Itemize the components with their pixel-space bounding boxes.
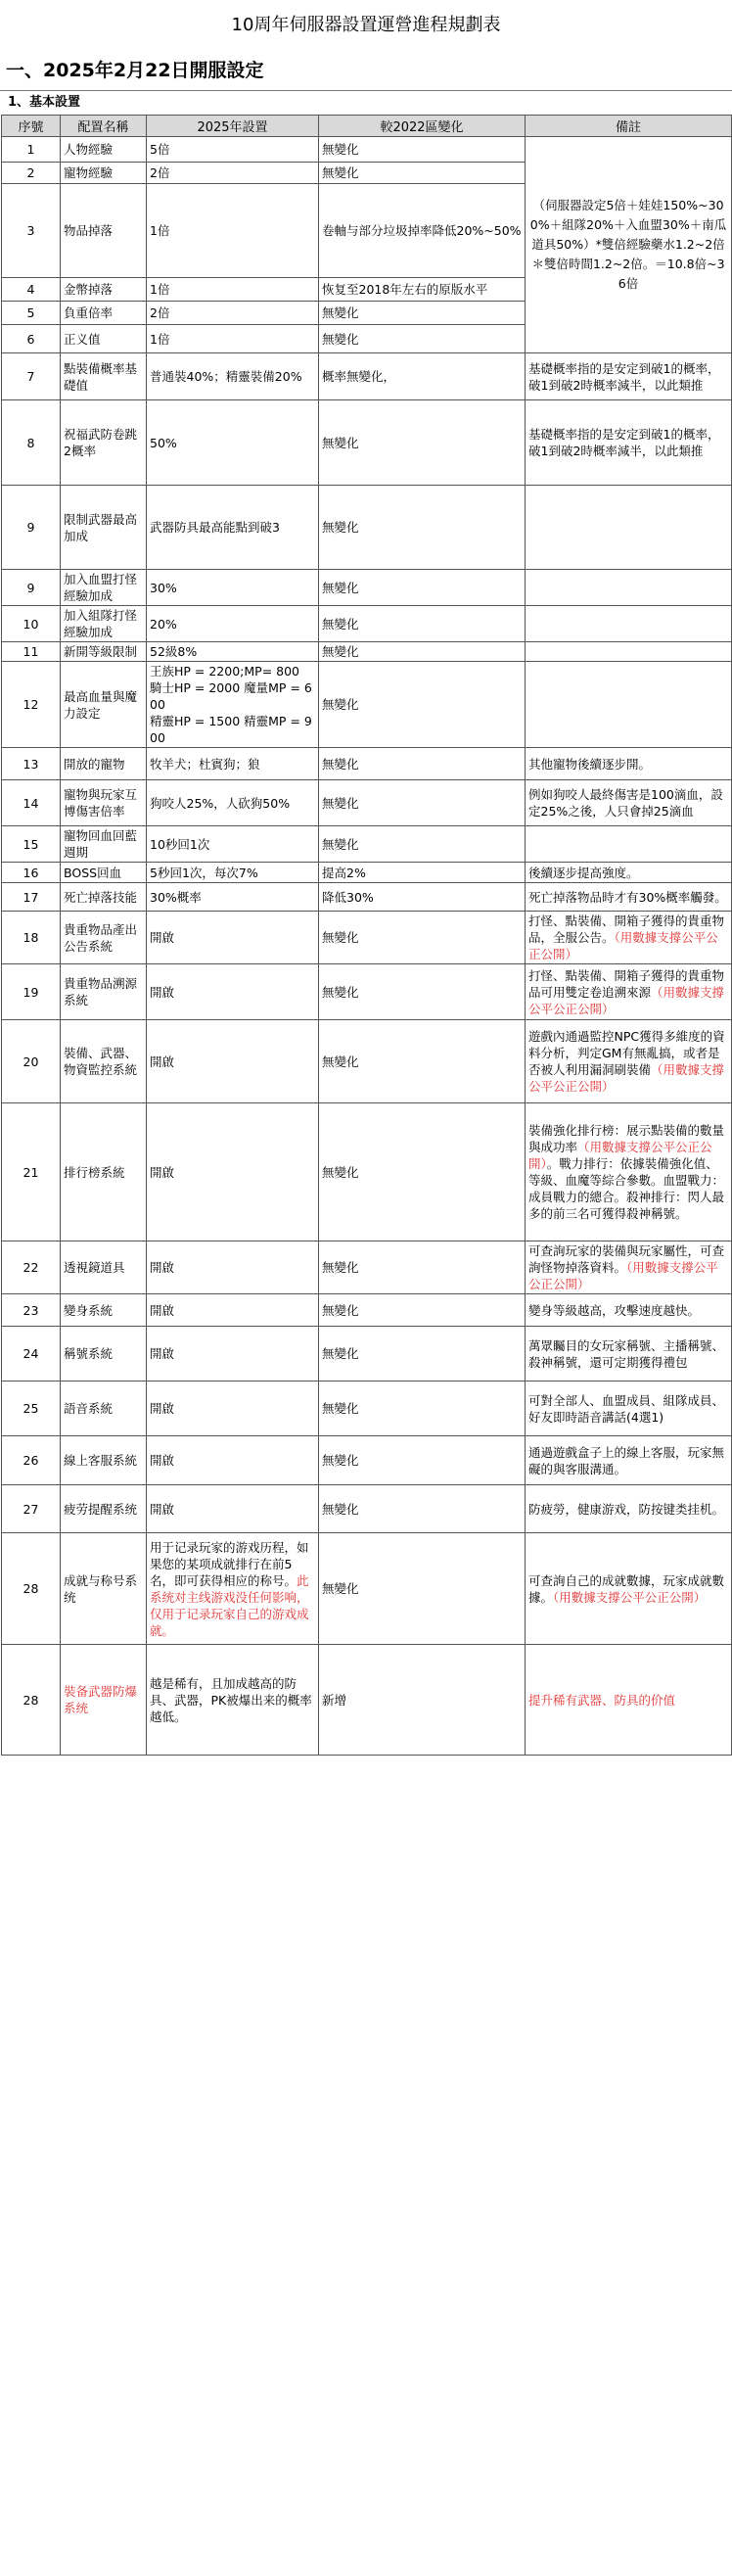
change-value: 無變化 xyxy=(319,1533,526,1645)
header-setting: 2025年設置 xyxy=(147,116,319,137)
table-row xyxy=(2,606,732,642)
setting-value xyxy=(147,1533,319,1645)
note-value xyxy=(526,1327,732,1382)
row-number: 6 xyxy=(2,325,61,353)
row-number: 28 xyxy=(2,1645,61,1756)
table-row xyxy=(2,863,732,883)
row-number: 13 xyxy=(2,748,61,780)
row-number: 27 xyxy=(2,1485,61,1533)
row-number: 25 xyxy=(2,1382,61,1436)
table-row xyxy=(2,400,732,486)
note-text-after: 。戰力排行：依據裝備強化值、等級、血魔等綜合參數。血盟戰力：成員戰力的總合。殺神排行：閃人最多的前三名可獲得殺神稱號。 xyxy=(528,1156,725,1221)
setting-value xyxy=(147,486,319,570)
note-value xyxy=(526,606,732,642)
config-name: 變身系統 xyxy=(61,1294,147,1327)
table-row xyxy=(2,1241,732,1294)
config-name: 金幣掉落 xyxy=(61,278,147,302)
header-no: 序號 xyxy=(2,116,61,137)
table-body xyxy=(2,137,732,1756)
note-value xyxy=(526,1241,732,1294)
setting-text: 5秒回1次，每次7% xyxy=(150,865,258,880)
subsection-title: 1、基本設置 xyxy=(8,95,81,110)
setting-value xyxy=(147,1436,319,1485)
setting-value xyxy=(147,302,319,325)
change-value: 無變化 xyxy=(319,748,526,780)
change-value: 無變化 xyxy=(319,137,526,163)
note-value xyxy=(526,1485,732,1533)
config-name: 寵物回血回藍週期 xyxy=(61,826,147,863)
table-row xyxy=(2,1533,732,1645)
note-red-text: （用數據支撐公平公正公開） xyxy=(528,984,725,1016)
config-name: 加入組隊打怪經驗加成 xyxy=(61,606,147,642)
note-value xyxy=(526,570,732,606)
setting-value xyxy=(147,748,319,780)
note-text: 例如狗咬人最終傷害是100滴血，設定25%之後，人只會掉25滴血 xyxy=(528,787,723,819)
table-header-row xyxy=(2,116,732,137)
table-row xyxy=(2,748,732,780)
change-value: 新增 xyxy=(319,1645,526,1756)
header-name: 配置名稱 xyxy=(61,116,147,137)
note-red-text: （用數據支撐公平公正公開） xyxy=(528,1140,712,1171)
config-name: 排行榜系統 xyxy=(61,1103,147,1241)
note-text: 打怪、點裝備、開箱子獲得的貴重物品，全服公告。 xyxy=(528,913,725,945)
setting-value xyxy=(147,662,319,748)
document-title: 10周年伺服器設置運營進程規劃表 xyxy=(231,15,501,35)
setting-text: 開啟 xyxy=(150,984,175,1000)
table-row xyxy=(2,1327,732,1382)
change-value: 恢复至2018年左右的原版水平 xyxy=(319,278,526,302)
config-name: 死亡掉落技能 xyxy=(61,883,147,912)
change-value: 無變化 xyxy=(319,1436,526,1485)
setting-value xyxy=(147,1645,319,1756)
setting-text: 1倍 xyxy=(150,282,170,297)
table-row xyxy=(2,137,732,163)
setting-value xyxy=(147,353,319,400)
setting-text: 開啟 xyxy=(150,1260,175,1275)
note-text: 可對全部人、血盟成員、組隊成員、好友即時語音講話(4選1) xyxy=(528,1392,725,1425)
note-value xyxy=(526,883,732,912)
row-number: 17 xyxy=(2,883,61,912)
table-row xyxy=(2,1645,732,1756)
note-text: 死亡掉落物品時才有30%概率觸發。 xyxy=(528,889,727,905)
note-red-text: （用數據支撐公平公正公開） xyxy=(528,1062,725,1094)
setting-value xyxy=(147,642,319,662)
note-text: 其他寵物後續逐步開。 xyxy=(528,756,652,772)
note-value xyxy=(526,748,732,780)
config-name: 限制武器最高加成 xyxy=(61,486,147,570)
note-red-text: （用數據支撐公平公正公開） xyxy=(528,1260,718,1291)
setting-text: 52級8% xyxy=(150,644,198,659)
row-number: 9 xyxy=(2,570,61,606)
setting-text: 20% xyxy=(150,616,177,632)
table-row xyxy=(2,486,732,570)
table-row xyxy=(2,1485,732,1533)
row-number: 9 xyxy=(2,486,61,570)
setting-text: 30%概率 xyxy=(150,889,202,905)
change-value: 無變化 xyxy=(319,163,526,184)
note-value xyxy=(526,486,732,570)
setting-value xyxy=(147,1241,319,1294)
setting-text: 1倍 xyxy=(150,331,170,347)
change-value: 無變化 xyxy=(319,606,526,642)
note-text: 防疲勞，健康游戏，防按键类挂机。 xyxy=(528,1501,725,1517)
change-value: 無變化 xyxy=(319,1294,526,1327)
config-name: 裝備、武器、物資監控系統 xyxy=(61,1020,147,1103)
row-number: 26 xyxy=(2,1436,61,1485)
setting-value xyxy=(147,780,319,826)
config-name: 最高血量與魔力設定 xyxy=(61,662,147,748)
change-value: 無變化 xyxy=(319,1382,526,1436)
table-row xyxy=(2,883,732,912)
table-row xyxy=(2,642,732,662)
change-value: 降低30% xyxy=(319,883,526,912)
row-number: 3 xyxy=(2,184,61,278)
config-name: 加入血盟打怪經驗加成 xyxy=(61,570,147,606)
setting-value xyxy=(147,606,319,642)
note-text: 可查詢玩家的裝備與玩家屬性，可查詢怪物掉落資料。 xyxy=(528,1243,725,1275)
setting-value xyxy=(147,1020,319,1103)
setting-value xyxy=(147,826,319,863)
change-value: 無變化 xyxy=(319,642,526,662)
setting-text: 開啟 xyxy=(150,1453,175,1468)
config-name: 祝福武防卷跳2概率 xyxy=(61,400,147,486)
row-number: 1 xyxy=(2,137,61,163)
note-value xyxy=(526,1382,732,1436)
merged-note: （伺服器設定5倍＋娃娃150%~300%＋組隊20%＋入血盟30%＋南瓜道具50%）*雙倍經驗藥水1.2~2倍＊雙倍時間1.2~2倍。＝10.8倍~36倍 xyxy=(526,137,732,353)
config-name: 稱號系統 xyxy=(61,1327,147,1382)
setting-value xyxy=(147,912,319,964)
change-value: 無變化 xyxy=(319,486,526,570)
config-name: 語音系統 xyxy=(61,1382,147,1436)
setting-value xyxy=(147,1327,319,1382)
row-number: 2 xyxy=(2,163,61,184)
note-text: 變身等級越高，攻擊速度越快。 xyxy=(528,1302,701,1318)
setting-text: 用于记录玩家的游戏历程，如果您的某项成就排行在前5名，即可获得相应的称号。 xyxy=(150,1539,309,1588)
setting-text: 精靈HP = 1500 精靈MP = 900 xyxy=(150,714,312,745)
change-value: 無變化 xyxy=(319,302,526,325)
setting-red-text: 此系统对主线游戏没任何影响，仅用于记录玩家自己的游戏成就。 xyxy=(150,1572,309,1638)
note-text: 萬眾矚目的女玩家稱號、主播稱號、殺神稱號，還可定期獲得禮包 xyxy=(528,1337,725,1370)
note-text: 基礎概率指的是安定到破1的概率，破1到破2時概率減半，以此類推 xyxy=(528,360,720,393)
config-name: 透視鏡道具 xyxy=(61,1241,147,1294)
setting-value xyxy=(147,400,319,486)
change-value: 無變化 xyxy=(319,1020,526,1103)
row-number: 7 xyxy=(2,353,61,400)
row-number: 16 xyxy=(2,863,61,883)
note-text: 後續逐步提高強度。 xyxy=(528,865,639,880)
setting-value xyxy=(147,278,319,302)
note-value xyxy=(526,912,732,964)
note-value xyxy=(526,1645,732,1756)
table-row xyxy=(2,1103,732,1241)
setting-value xyxy=(147,1103,319,1241)
row-number: 15 xyxy=(2,826,61,863)
change-value: 無變化 xyxy=(319,325,526,353)
change-value: 無變化 xyxy=(319,1241,526,1294)
row-number: 24 xyxy=(2,1327,61,1382)
setting-text: 開啟 xyxy=(150,1501,175,1517)
note-red-text: （用數據支撐公平公正公開） xyxy=(528,930,718,961)
settings-table xyxy=(1,115,732,1756)
config-name: 人物經驗 xyxy=(61,137,147,163)
note-value xyxy=(526,1436,732,1485)
setting-text: 50% xyxy=(150,435,177,450)
setting-text: 5倍 xyxy=(150,142,170,157)
change-value: 無變化 xyxy=(319,1485,526,1533)
config-name: 正义值 xyxy=(61,325,147,353)
setting-text: 牧羊犬；杜賓狗；狼 xyxy=(150,756,260,772)
setting-text: 開啟 xyxy=(150,1054,175,1069)
setting-text: 1倍 xyxy=(150,223,170,238)
setting-value xyxy=(147,1485,319,1533)
config-name: 裝备武器防爆系统 xyxy=(61,1645,147,1756)
config-name: 開放的寵物 xyxy=(61,748,147,780)
setting-value xyxy=(147,570,319,606)
note-value xyxy=(526,780,732,826)
change-value: 卷軸与部分垃圾掉率降低20%~50% xyxy=(319,184,526,278)
note-value xyxy=(526,863,732,883)
setting-value xyxy=(147,163,319,184)
setting-text: 開啟 xyxy=(150,1401,175,1416)
header-note: 備註 xyxy=(526,116,732,137)
row-number: 21 xyxy=(2,1103,61,1241)
row-number: 10 xyxy=(2,606,61,642)
change-value: 無變化 xyxy=(319,964,526,1020)
setting-value xyxy=(147,883,319,912)
setting-text: 開啟 xyxy=(150,1346,175,1361)
change-value: 無變化 xyxy=(319,780,526,826)
config-name: 點裝備概率基礎值 xyxy=(61,353,147,400)
note-value xyxy=(526,826,732,863)
header-change: 較2022區變化 xyxy=(319,116,526,137)
setting-text: 2倍 xyxy=(150,305,170,320)
note-red-text: （用數據支撐公平公正公開） xyxy=(553,1589,707,1605)
change-value: 提高2% xyxy=(319,863,526,883)
table-row xyxy=(2,826,732,863)
note-value xyxy=(526,964,732,1020)
config-name: 新開等級限制 xyxy=(61,642,147,662)
table-row xyxy=(2,780,732,826)
setting-value xyxy=(147,964,319,1020)
config-name: BOSS回血 xyxy=(61,863,147,883)
setting-text: 開啟 xyxy=(150,1164,175,1180)
note-value xyxy=(526,353,732,400)
config-name: 貴重物品溯源系統 xyxy=(61,964,147,1020)
setting-text: 武器防具最高能點到破3 xyxy=(150,520,280,535)
note-text: 基礎概率指的是安定到破1的概率，破1到破2時概率減半，以此類推 xyxy=(528,427,720,458)
note-value xyxy=(526,400,732,486)
row-number: 5 xyxy=(2,302,61,325)
table-row xyxy=(2,964,732,1020)
change-value: 概率無變化， xyxy=(319,353,526,400)
setting-text: 開啟 xyxy=(150,1302,175,1318)
setting-text: 王族HP = 2200;MP= 800 xyxy=(150,664,300,679)
change-value: 無變化 xyxy=(319,400,526,486)
table-row xyxy=(2,1020,732,1103)
setting-text: 越是稀有，且加成越高的防具、武器，PK被爆出来的概率越低。 xyxy=(150,1675,312,1724)
note-text: 打怪、點裝備、開箱子獲得的貴重物品可用雙定卷追溯來源 xyxy=(528,967,725,1000)
table-row xyxy=(2,912,732,964)
setting-text: 狗咬人25%，人砍狗50% xyxy=(150,795,291,811)
row-number: 4 xyxy=(2,278,61,302)
setting-value xyxy=(147,863,319,883)
table-row xyxy=(2,570,732,606)
config-name: 負重倍率 xyxy=(61,302,147,325)
table-row xyxy=(2,1382,732,1436)
table-row xyxy=(2,353,732,400)
note-text: 裝備強化排行榜：展示點裝備的數量與成功率 xyxy=(528,1123,725,1154)
row-number: 12 xyxy=(2,662,61,748)
change-value: 無變化 xyxy=(319,570,526,606)
table-row xyxy=(2,1436,732,1485)
note-value xyxy=(526,1294,732,1327)
setting-value xyxy=(147,184,319,278)
change-value: 無變化 xyxy=(319,1103,526,1241)
setting-text: 30% xyxy=(150,580,177,595)
note-red-text: 提升稀有武器、防具的价值 xyxy=(528,1692,676,1708)
setting-value xyxy=(147,1294,319,1327)
note-value xyxy=(526,1533,732,1645)
config-name: 物品掉落 xyxy=(61,184,147,278)
config-name: 貴重物品產出公告系統 xyxy=(61,912,147,964)
row-number: 8 xyxy=(2,400,61,486)
note-value xyxy=(526,642,732,662)
note-text: 通過遊戲盒子上的線上客服，玩家無礙的與客服溝通。 xyxy=(528,1444,725,1476)
change-value: 無變化 xyxy=(319,912,526,964)
setting-text: 2倍 xyxy=(150,165,170,180)
row-number: 20 xyxy=(2,1020,61,1103)
table-row xyxy=(2,662,732,748)
row-number: 19 xyxy=(2,964,61,1020)
config-name: 寵物經驗 xyxy=(61,163,147,184)
table-row xyxy=(2,1294,732,1327)
row-number: 11 xyxy=(2,642,61,662)
row-number: 14 xyxy=(2,780,61,826)
setting-value xyxy=(147,325,319,353)
note-text: 可查詢自己的成就數據，玩家成就數據。 xyxy=(528,1572,725,1605)
config-name: 疲劳提醒系统 xyxy=(61,1485,147,1533)
setting-text: 開啟 xyxy=(150,930,175,945)
change-value: 無變化 xyxy=(319,662,526,748)
note-value xyxy=(526,662,732,748)
config-name: 寵物與玩家互博傷害倍率 xyxy=(61,780,147,826)
row-number: 18 xyxy=(2,912,61,964)
row-number: 23 xyxy=(2,1294,61,1327)
note-text: 遊戲內通過監控NPC獲得多維度的資料分析，判定GM有無亂搞，或者是否被人利用漏洞刷裝備 xyxy=(528,1029,725,1077)
section-title: 一、2025年2月22日開服設定 xyxy=(0,51,732,91)
row-number: 22 xyxy=(2,1241,61,1294)
change-value: 無變化 xyxy=(319,1327,526,1382)
setting-value xyxy=(147,1382,319,1436)
config-name: 成就与称号系统 xyxy=(61,1533,147,1645)
setting-text: 騎士HP = 2000 魔量MP = 600 xyxy=(150,680,312,712)
config-name: 線上客服系統 xyxy=(61,1436,147,1485)
row-number: 28 xyxy=(2,1533,61,1645)
change-value: 無變化 xyxy=(319,826,526,863)
note-value xyxy=(526,1020,732,1103)
setting-value xyxy=(147,137,319,163)
note-value xyxy=(526,1103,732,1241)
setting-text: 普通裝40%；精靈裝備20% xyxy=(150,369,302,384)
setting-text: 10秒回1次 xyxy=(150,836,210,852)
